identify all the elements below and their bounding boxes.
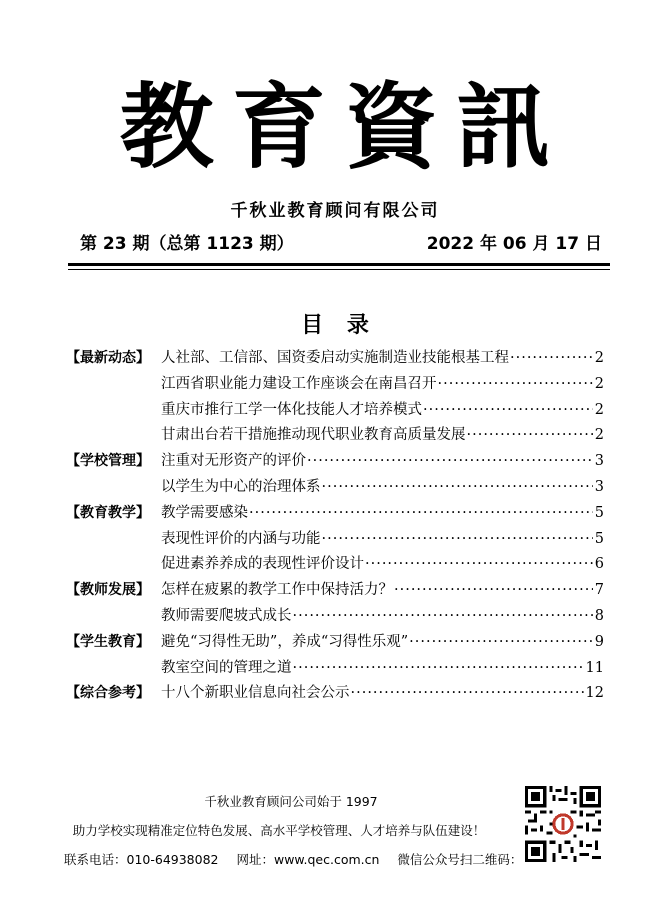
toc-entry[interactable] [66,398,604,424]
toc-entry-title: 江西省职业能力建设工作座谈会在南昌召开 [161,375,437,392]
toc-entry-title: 教室空间的管理之道 [161,659,292,676]
toc-entry[interactable] [66,449,604,475]
footer-founded: 千秋业教育顾问公司始于 1997 [204,794,378,809]
toc-leader [409,634,593,650]
footer-slogan: 助力学校实现精准定位特色发展、高水平学校管理、人才培养与队伍建设！ [72,823,486,838]
toc-entry-title: 甘肃出台若干措施推动现代职业教育高质量发展 [161,427,466,444]
toc-category: 【教师发展】 [66,582,150,599]
toc-title: 目 录 [301,313,377,338]
toc-entry[interactable] [66,604,604,630]
toc-page-number: 5 [594,530,604,547]
toc-entry[interactable] [66,681,604,707]
toc-category: 【学校管理】 [66,453,150,470]
toc-page-number: 2 [594,350,604,366]
toc-leader [249,505,593,521]
toc-entry[interactable] [66,423,604,449]
toc-leader [293,660,585,676]
header-divider-thick [68,263,610,266]
toc-entry[interactable] [66,630,604,656]
toc-entry[interactable] [66,578,604,604]
footer-website[interactable]: 网址：www.qec.com.cn [236,852,380,867]
toc-page-number: 7 [594,582,604,599]
toc-leader [351,685,585,701]
toc-leader [423,402,593,418]
toc-category: 【学生教育】 [66,633,150,650]
toc-entry[interactable] [66,552,604,578]
toc-entry[interactable] [66,475,604,501]
footer-phone: 联系电话：010-64938082 [64,852,219,867]
toc-entry-title: 教师需要爬坡式成长 [161,607,292,624]
toc-category: 【综合参考】 [66,685,150,702]
toc-page-number: 2 [594,375,604,392]
toc-entry-title: 教学需要感染 [161,504,248,521]
toc-entry-title: 重庆市推行工学一体化技能人才培养模式 [161,401,422,418]
issue-number: 第 23 期（总第 1123 期） [80,234,294,254]
toc-entry-title: 十八个新职业信息向社会公示 [161,685,350,702]
toc-leader [365,556,593,572]
toc-entry-title: 促进素养养成的表现性评价设计 [161,556,364,573]
toc-entry[interactable] [66,372,604,398]
toc-leader [394,582,593,598]
toc-entry-title: 人社部、工信部、国资委启动实施制造业技能根基工程 [161,350,509,366]
toc-leader [438,376,594,392]
toc-entry[interactable] [66,346,604,372]
toc-leader [322,531,594,547]
toc-entry[interactable] [66,527,604,553]
header-divider-thin [68,269,610,270]
toc-leader [322,479,594,495]
toc-page-number: 12 [585,685,604,702]
toc-page-number: 6 [594,556,604,573]
qr-code-icon[interactable] [525,786,601,862]
toc-page-number: 11 [585,659,604,676]
toc-page-number: 9 [594,633,604,650]
toc-leader [293,608,594,624]
toc-category: 【教育教学】 [66,504,150,521]
toc-leader [307,453,593,469]
toc-entry-title: 表现性评价的内涵与功能 [161,530,321,547]
toc-leader [510,350,593,366]
toc-entry-title: 注重对无形资产的评价 [161,453,306,470]
footer-contact [64,850,536,868]
toc-page-number: 3 [594,453,604,470]
issue-date: 2022 年 06 月 17 日 [426,234,602,254]
toc-page-number: 3 [594,478,604,495]
toc-page-number: 2 [594,401,604,418]
toc-leader [467,427,594,443]
company-name: 千秋业教育顾问有限公司 [230,201,440,221]
toc-entry[interactable] [66,501,604,527]
toc-page-number: 5 [594,504,604,521]
toc-entry-title: 以学生为中心的治理体系 [161,478,321,495]
toc-page-number: 2 [594,427,604,444]
toc-entry[interactable] [66,656,604,682]
table-of-contents [66,346,604,707]
toc-page-number: 8 [594,607,604,624]
masthead-title: 教育資訊 [119,73,569,181]
toc-entry-title: 怎样在疲累的教学工作中保持活力？ [161,582,393,599]
toc-category: 【最新动态】 [66,350,150,366]
footer-wechat: 微信公众号扫二维码： [397,852,523,867]
toc-entry-title: 避免“习得性无助”，养成“习得性乐观” [161,633,409,650]
